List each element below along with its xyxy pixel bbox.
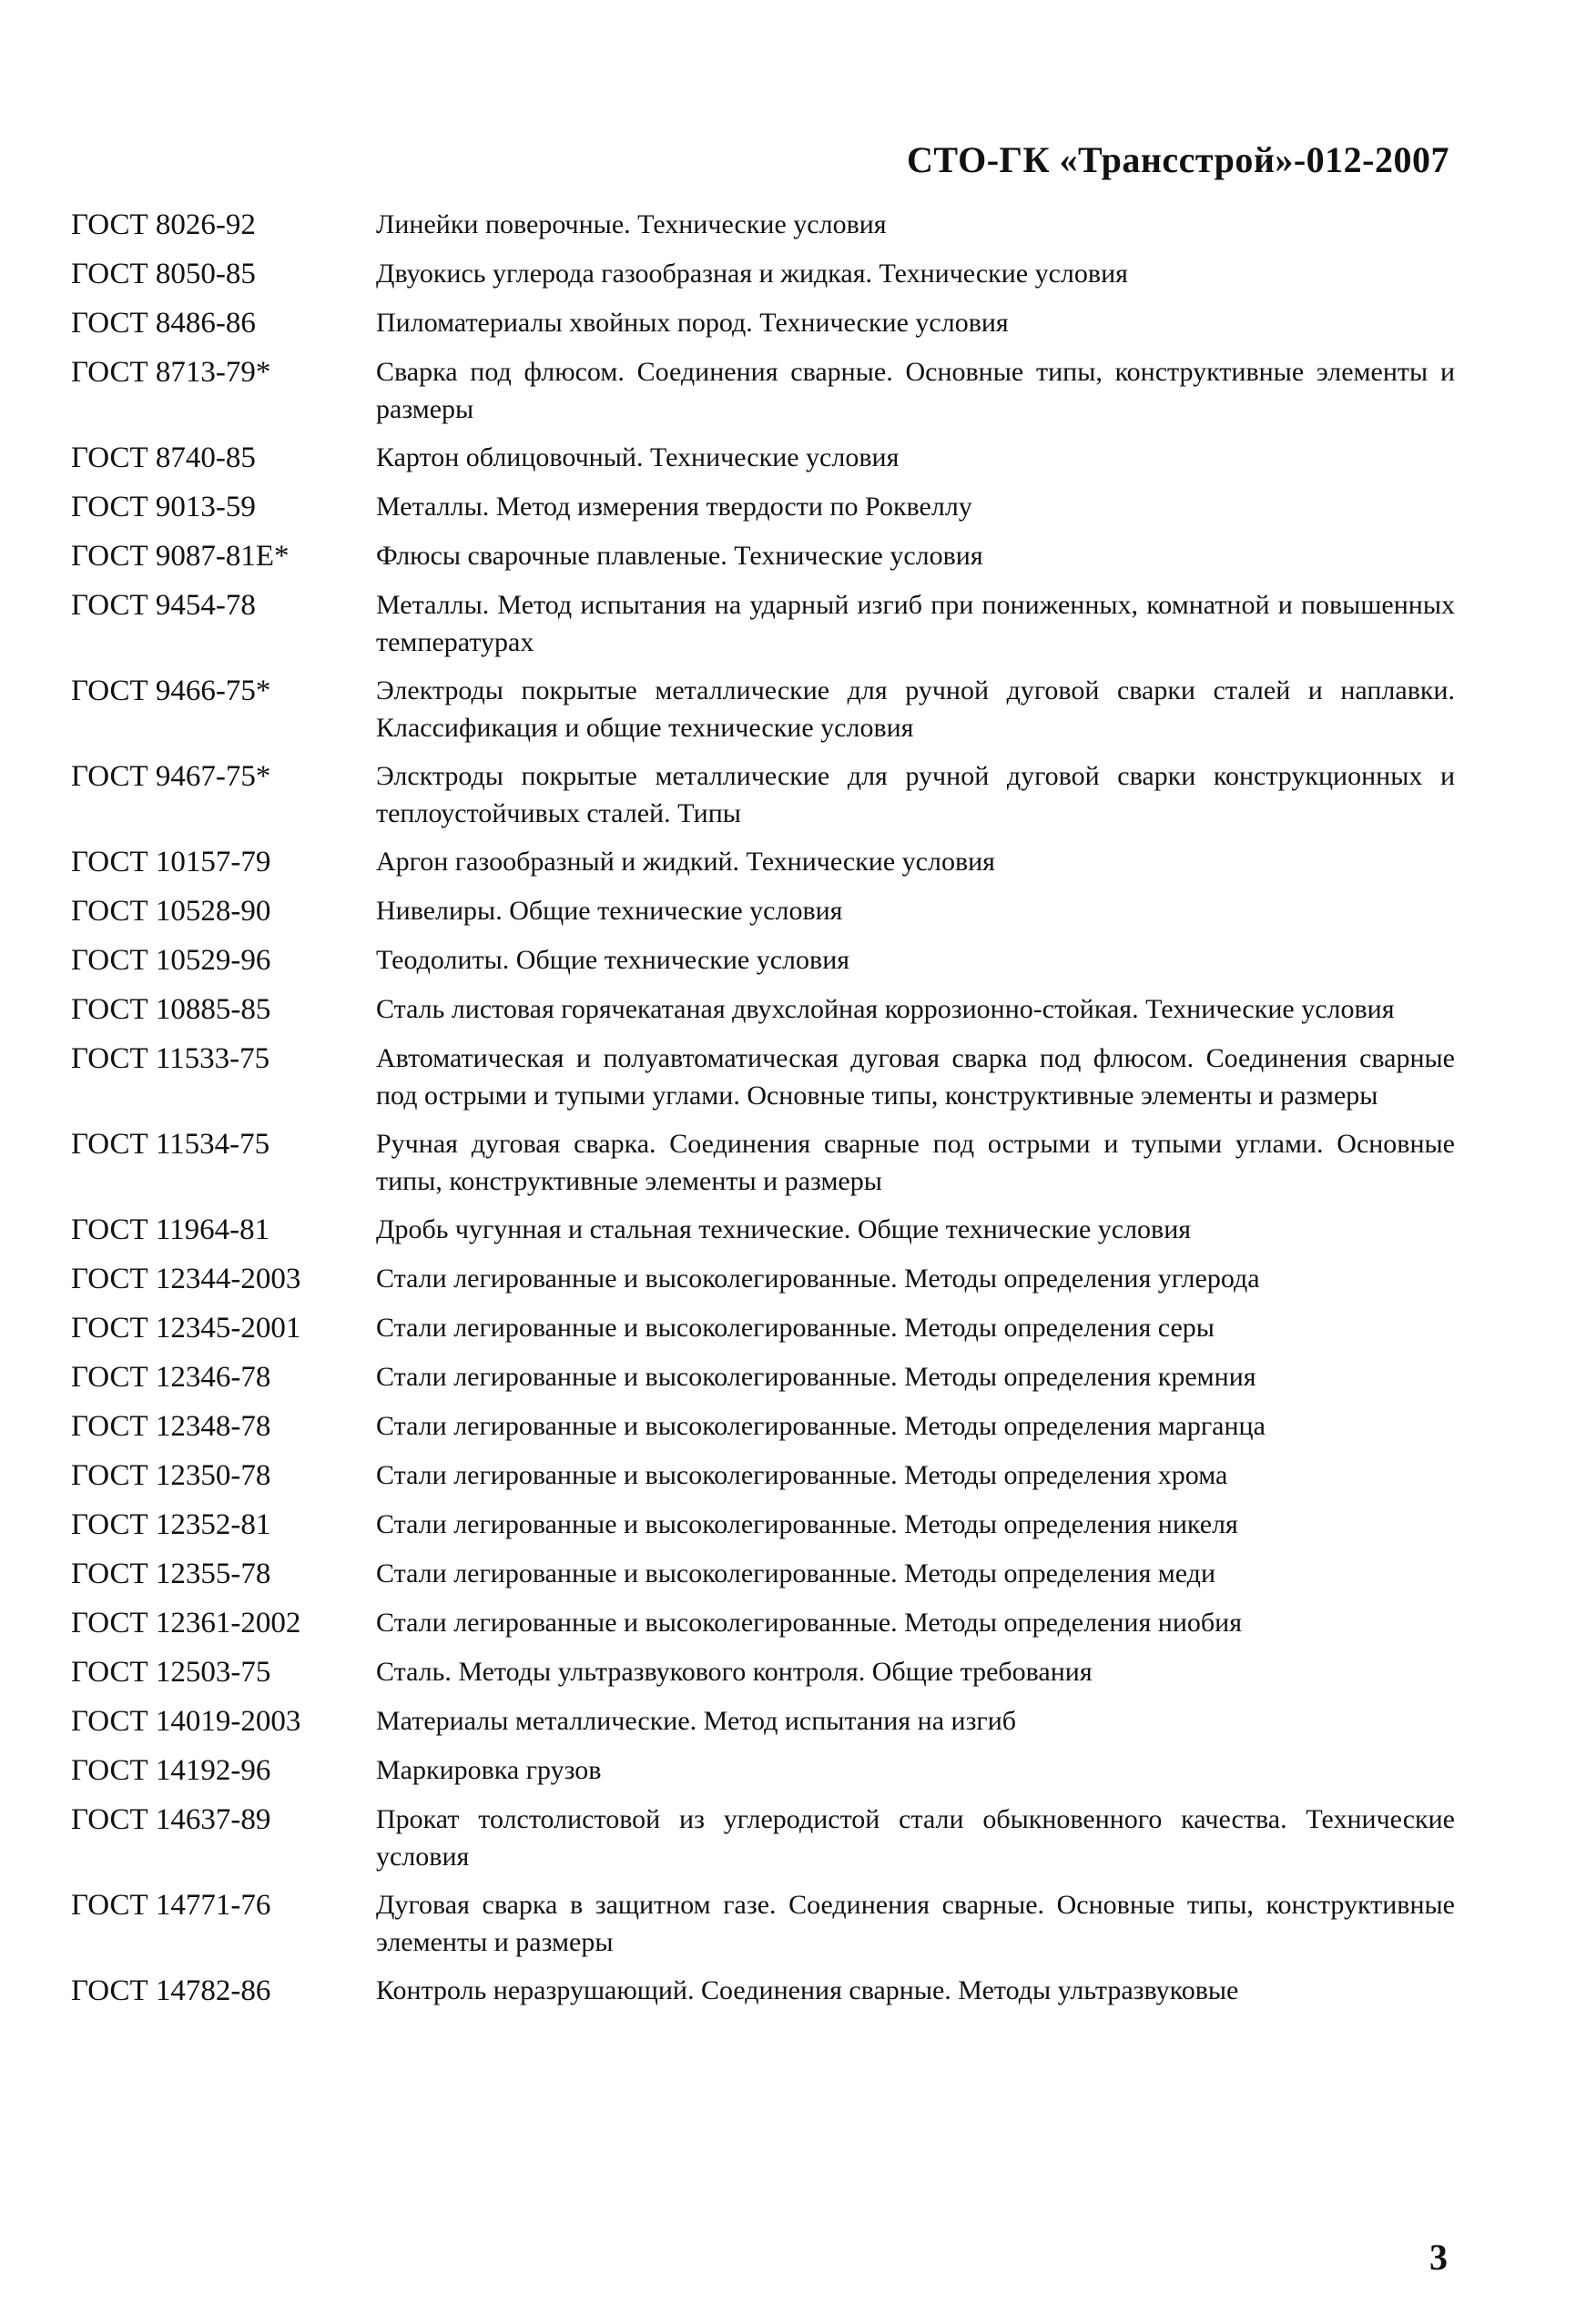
reference-title: Электроды покрытые металлические для ручной дуговой сварки сталей и наплавки. Классификация и общие технические условия <box>376 675 1455 743</box>
reference-row <box>71 1604 1455 1642</box>
reference-row <box>71 1506 1455 1544</box>
reference-title: Элсктроды покрытые металлические для ручной дуговой сварки конструкционных и теплоустойчивых сталей. Типы <box>376 761 1455 828</box>
reference-row <box>71 206 1455 244</box>
reference-row <box>71 1040 1455 1114</box>
reference-row <box>71 255 1455 293</box>
reference-code: ГОСТ 12345-2001 <box>71 1312 301 1345</box>
reference-row <box>71 1801 1455 1875</box>
reference-row <box>71 586 1455 661</box>
document-header: СТО-ГК «Трансстрой»-012-2007 <box>907 139 1449 180</box>
reference-row <box>71 1972 1455 2010</box>
reference-title: Сталь листовая горячекатаная двухслойная коррозионно-стойкая. Технические условия <box>376 994 1395 1024</box>
reference-code: ГОСТ 12348-78 <box>71 1410 271 1443</box>
reference-row <box>71 304 1455 342</box>
reference-title: Автоматическая и полуавтоматическая дуговая сварка под флюсом. Соединения сварные под острыми и тупыми углами. Основные типы, конструктивные элементы и размеры <box>376 1043 1455 1111</box>
reference-title: Флюсы сварочные плавленые. Технические условия <box>376 541 983 571</box>
reference-title: Стали легированные и высоколегированные. Методы определения меди <box>376 1558 1216 1588</box>
reference-row <box>71 757 1455 832</box>
reference-row <box>71 843 1455 881</box>
reference-code: ГОСТ 12344-2003 <box>71 1263 301 1295</box>
reference-code: ГОСТ 12355-78 <box>71 1558 271 1590</box>
reference-title: Стали легированные и высоколегированные. Методы определения марганца <box>376 1411 1266 1441</box>
reference-code: ГОСТ 10528-90 <box>71 895 271 928</box>
reference-list <box>71 206 1455 2021</box>
page-number: 3 <box>1429 2237 1448 2278</box>
reference-code: ГОСТ 14192-96 <box>71 1754 271 1787</box>
reference-row <box>71 892 1455 930</box>
reference-code: ГОСТ 11533-75 <box>71 1042 270 1075</box>
reference-title: Стали легированные и высоколегированные. Методы определения кремния <box>376 1362 1256 1392</box>
reference-title: Стали легированные и высоколегированные. Методы определения серы <box>376 1313 1215 1343</box>
reference-row <box>71 1702 1455 1740</box>
reference-title: Дробь чугунная и стальная технические. Общие технические условия <box>376 1214 1192 1244</box>
reference-row <box>71 1653 1455 1691</box>
reference-row <box>71 1309 1455 1347</box>
reference-row <box>71 1456 1455 1495</box>
reference-row <box>71 672 1455 746</box>
reference-title: Маркировка грузов <box>376 1755 602 1785</box>
reference-code: ГОСТ 8026-92 <box>71 208 256 241</box>
reference-code: ГОСТ 14771-76 <box>71 1889 271 1922</box>
reference-title: Контроль неразрушающий. Соединения сварные. Методы ультразвуковые <box>376 1975 1239 2005</box>
reference-title: Прокат толстолистовой из углеродистой стали обыкновенного качества. Технические условия <box>376 1804 1455 1872</box>
reference-code: ГОСТ 8713-79* <box>71 356 271 389</box>
reference-title: Ручная дуговая сварка. Соединения сварные под острыми и тупыми углами. Основные типы, конструктивные элементы и размеры <box>376 1129 1455 1196</box>
reference-title: Металлы. Метод измерения твердости по Роквеллу <box>376 492 972 522</box>
reference-code: ГОСТ 8740-85 <box>71 441 256 474</box>
reference-title: Металлы. Метод испытания на ударный изгиб при пониженных, комнатной и повышенных температурах <box>376 590 1455 657</box>
reference-row <box>71 488 1455 526</box>
reference-row <box>71 1211 1455 1249</box>
reference-code: ГОСТ 8486-86 <box>71 307 256 340</box>
reference-title: Пиломатериалы хвойных пород. Технические условия <box>376 308 1009 338</box>
reference-code: ГОСТ 12346-78 <box>71 1361 271 1394</box>
reference-code: ГОСТ 14637-89 <box>71 1803 271 1836</box>
reference-row <box>71 537 1455 575</box>
reference-code: ГОСТ 14019-2003 <box>71 1705 301 1738</box>
reference-title: Двуокись углерода газообразная и жидкая. Технические условия <box>376 259 1128 289</box>
reference-code: ГОСТ 10529-96 <box>71 944 271 977</box>
reference-code: ГОСТ 12352-81 <box>71 1508 271 1541</box>
reference-title: Теодолиты. Общие технические условия <box>376 945 850 975</box>
reference-title: Сварка под флюсом. Соединения сварные. Основные типы, конструктивные элементы и размеры <box>376 357 1455 424</box>
reference-code: ГОСТ 10885-85 <box>71 993 271 1026</box>
reference-row <box>71 353 1455 428</box>
reference-code: ГОСТ 10157-79 <box>71 846 271 878</box>
reference-code: ГОСТ 9467-75* <box>71 760 271 793</box>
reference-code: ГОСТ 12361-2002 <box>71 1607 301 1639</box>
reference-code: ГОСТ 12350-78 <box>71 1459 271 1492</box>
reference-code: ГОСТ 14782-86 <box>71 1974 271 2007</box>
reference-title: Дуговая сварка в защитном газе. Соединения сварные. Основные типы, конструктивные элементы и размеры <box>376 1890 1455 1957</box>
reference-title: Нивелиры. Общие технические условия <box>376 896 843 926</box>
reference-title: Материалы металлические. Метод испытания на изгиб <box>376 1706 1017 1736</box>
reference-row <box>71 1407 1455 1446</box>
reference-row <box>71 1260 1455 1298</box>
reference-row <box>71 1751 1455 1790</box>
reference-code: ГОСТ 9013-59 <box>71 491 256 523</box>
reference-title: Стали легированные и высоколегированные. Методы определения углерода <box>376 1263 1260 1294</box>
reference-title: Стали легированные и высоколегированные. Методы определения хрома <box>376 1460 1228 1490</box>
reference-row <box>71 1886 1455 1961</box>
reference-code: ГОСТ 8050-85 <box>71 258 256 290</box>
reference-title: Аргон газообразный и жидкий. Технические условия <box>376 847 995 877</box>
reference-row <box>71 1125 1455 1200</box>
reference-code: ГОСТ 9087-81Е* <box>71 540 290 573</box>
reference-title: Стали легированные и высоколегированные. Методы определения ниобия <box>376 1608 1243 1638</box>
reference-code: ГОСТ 11964-81 <box>71 1213 270 1246</box>
reference-code: ГОСТ 9454-78 <box>71 589 256 622</box>
reference-code: ГОСТ 9466-75* <box>71 675 271 707</box>
reference-title: Картон облицовочный. Технические условия <box>376 442 900 472</box>
reference-title: Линейки поверочные. Технические условия <box>376 209 887 239</box>
reference-row <box>71 941 1455 979</box>
reference-title: Стали легированные и высоколегированные. Методы определения никеля <box>376 1509 1238 1539</box>
reference-row <box>71 1555 1455 1593</box>
reference-code: ГОСТ 11534-75 <box>71 1128 270 1161</box>
reference-code: ГОСТ 12503-75 <box>71 1656 271 1689</box>
reference-row <box>71 439 1455 477</box>
reference-title: Сталь. Методы ультразвукового контроля. Общие требования <box>376 1657 1093 1687</box>
reference-row <box>71 1358 1455 1396</box>
reference-row <box>71 990 1455 1029</box>
